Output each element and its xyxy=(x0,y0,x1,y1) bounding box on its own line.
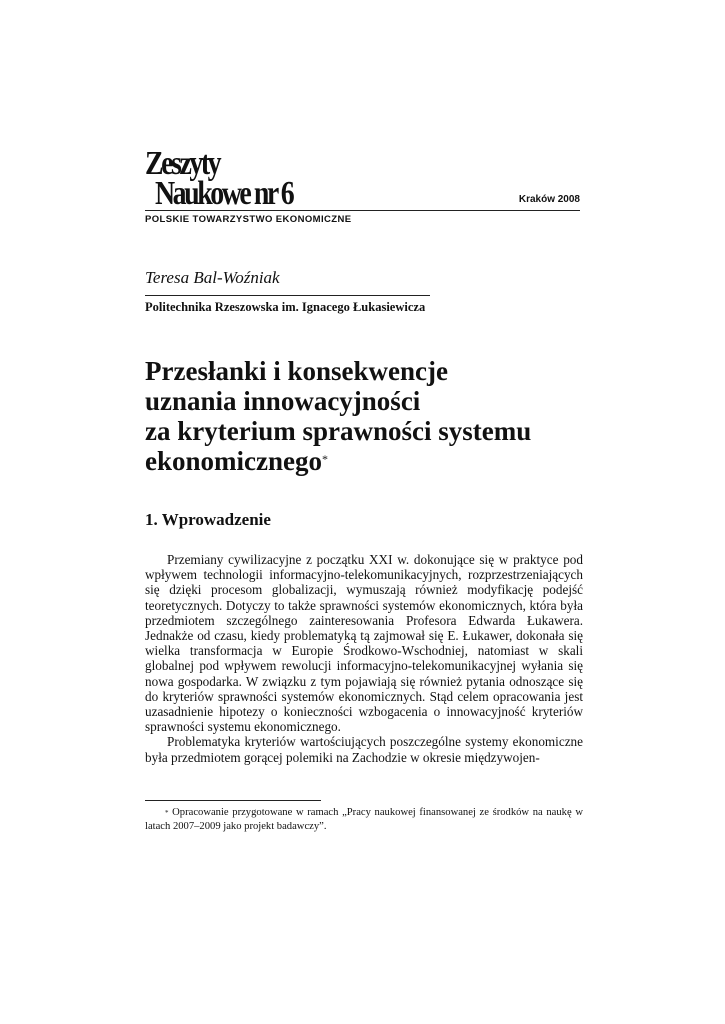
footnote-body xyxy=(145,806,583,834)
paragraph: Przemiany cywilizacyjne z początku XXI w. dokonujące się w praktyce pod wpływem technologii informacyjno-telekomunikacyjnych, rozprzestrzeniających się dzięki procesom globalizacji, wymuszają również modyfikację podejść teoretycznych. Dotyczy to także sprawności systemów ekonomicznych, która była przedmiotem szczególnego zainteresowania Profesora Edwarda Łukawera. Jednakże od czasu, kiedy problematyką tą zajmował się E. Łukawer, dokonała się wielka transformacja w Europie Środkowo-Wschodniej, natomiast w skali globalnej pod wpływem rewolucji informacyjno-telekomunikacyjnej wyłania się nowa gospodarka. W związku z tym pojawiają się również pytania odnoszące się do kryteriów sprawności systemów ekonomicznych. Stąd celem opracowania jest uzasadnienie hipotezy o konieczności wzbogacenia o innowacyjność kryteriów sprawności systemu ekonomicznego. xyxy=(145,552,583,735)
paragraph: Problematyka kryteriów wartościujących poszczególne systemy ekonomiczne była przedmiotem gorącej polemiki na Zachodzie w okresie międzywojen- xyxy=(145,734,583,765)
footnote xyxy=(145,806,583,834)
journal-logo-line1: Zeszyty xyxy=(145,145,220,182)
article-title xyxy=(145,356,585,476)
journal-logo-line2: Naukowe nr 6 xyxy=(155,175,293,212)
masthead-rule xyxy=(145,210,580,211)
society-name: POLSKIE TOWARZYSTWO EKONOMICZNE xyxy=(145,214,352,225)
title-line-last xyxy=(145,446,585,476)
title-line: Przesłanki i konsekwencje xyxy=(145,356,448,386)
author-name: Teresa Bal-Woźniak xyxy=(145,268,280,287)
title-line: uznania innowacyjności xyxy=(145,386,421,416)
footnote-text: Opracowanie przygotowane w ramach „Pracy naukowej finansowanej ze środków na naukę w latach 2007–2009 jako projekt badawczy”. xyxy=(145,807,583,832)
title-line: za kryterium sprawności systemu xyxy=(145,416,532,446)
place-year: Kraków 2008 xyxy=(518,194,580,205)
title-footnote-marker: * xyxy=(321,452,328,466)
author-affiliation: Politechnika Rzeszowska im. Ignacego Łukasiewicza xyxy=(145,300,426,314)
footnote-marker: * xyxy=(165,809,169,817)
title-line: ekonomicznego xyxy=(145,446,322,476)
body-text xyxy=(145,552,583,765)
footnote-rule xyxy=(145,800,321,801)
author-rule xyxy=(145,295,430,296)
section-heading: 1. Wprowadzenie xyxy=(145,510,271,529)
